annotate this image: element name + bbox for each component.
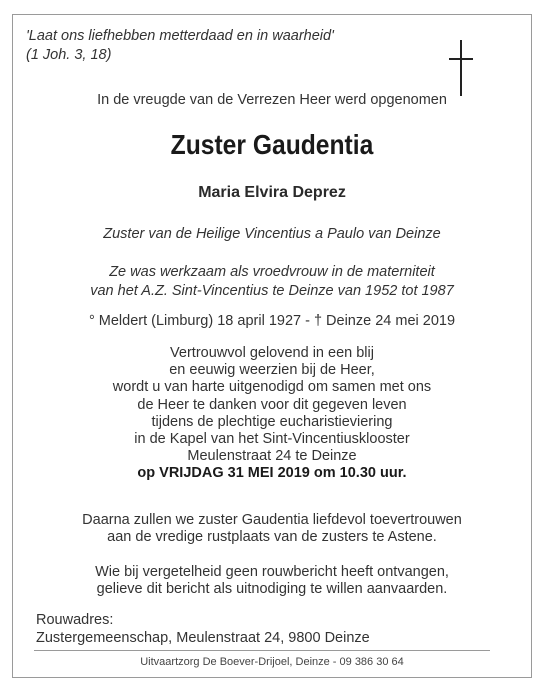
afterwards-line-2: aan de vredige rustplaats van de zusters te Astene. — [107, 529, 437, 546]
service-datetime: op VRIJDAG 31 MEI 2019 om 10.30 uur. — [137, 465, 407, 482]
bible-quote — [26, 27, 334, 65]
intro-text: In de vreugde van de Verrezen Heer werd opgenomen — [97, 92, 447, 108]
cross-icon — [446, 40, 476, 96]
address-label: Rouwadres: — [36, 612, 114, 628]
quote-text: 'Laat ons liefhebben metterdaad en in waarheid' — [26, 28, 334, 44]
congregation-text: Zuster van de Heilige Vincentius a Paulo van Deinze — [103, 226, 441, 242]
footer-divider — [34, 650, 490, 651]
work-line-2: van het A.Z. Sint-Vincentius te Deinze van 1952 tot 1987 — [90, 283, 454, 299]
funeral-home-footer: Uitvaartzorg De Boever-Drijoel, Deinze - 09 386 30 64 — [140, 656, 404, 668]
invitation-line: in de Kapel van het Sint-Vincentiusklooster — [134, 431, 410, 448]
invitation-line: Vertrouwvol gelovend in een blij — [170, 345, 374, 361]
notice-line-1: Wie bij vergetelheid geen rouwbericht heeft ontvangen, — [95, 564, 449, 580]
afterwards-line-1: Daarna zullen we zuster Gaudentia liefdevol toevertrouwen — [82, 512, 462, 528]
birth-death-dates: ° Meldert (Limburg) 18 april 1927 - † Deinze 24 mei 2019 — [88, 313, 456, 329]
invitation-block — [12, 345, 532, 483]
notice-line-2: gelieve dit bericht als uitnodiging te willen aanvaarden. — [96, 581, 448, 598]
mourning-address — [36, 611, 370, 647]
afterwards-text — [12, 512, 532, 546]
civil-name: Maria Elvira Deprez — [198, 184, 346, 201]
address-value: Zustergemeenschap, Meulenstraat 24, 9800 Deinze — [36, 630, 370, 646]
quote-reference: (1 Joh. 3, 18) — [26, 47, 112, 63]
invitation-line: de Heer te danken voor dit gegeven leven — [137, 396, 407, 413]
work-text — [12, 263, 532, 301]
invitation-line: tijdens de plechtige eucharistieviering — [151, 413, 393, 430]
invitation-line: en eeuwig weerzien bij de Heer, — [169, 362, 375, 379]
notice-text — [12, 564, 532, 598]
invitation-line: wordt u van harte uitgenodigd om samen met ons — [112, 379, 432, 396]
work-line-1: Ze was werkzaam als vroedvrouw in de materniteit — [109, 264, 435, 280]
invitation-line: Meulenstraat 24 te Deinze — [187, 448, 357, 465]
deceased-name: Zuster Gaudentia — [170, 129, 374, 160]
